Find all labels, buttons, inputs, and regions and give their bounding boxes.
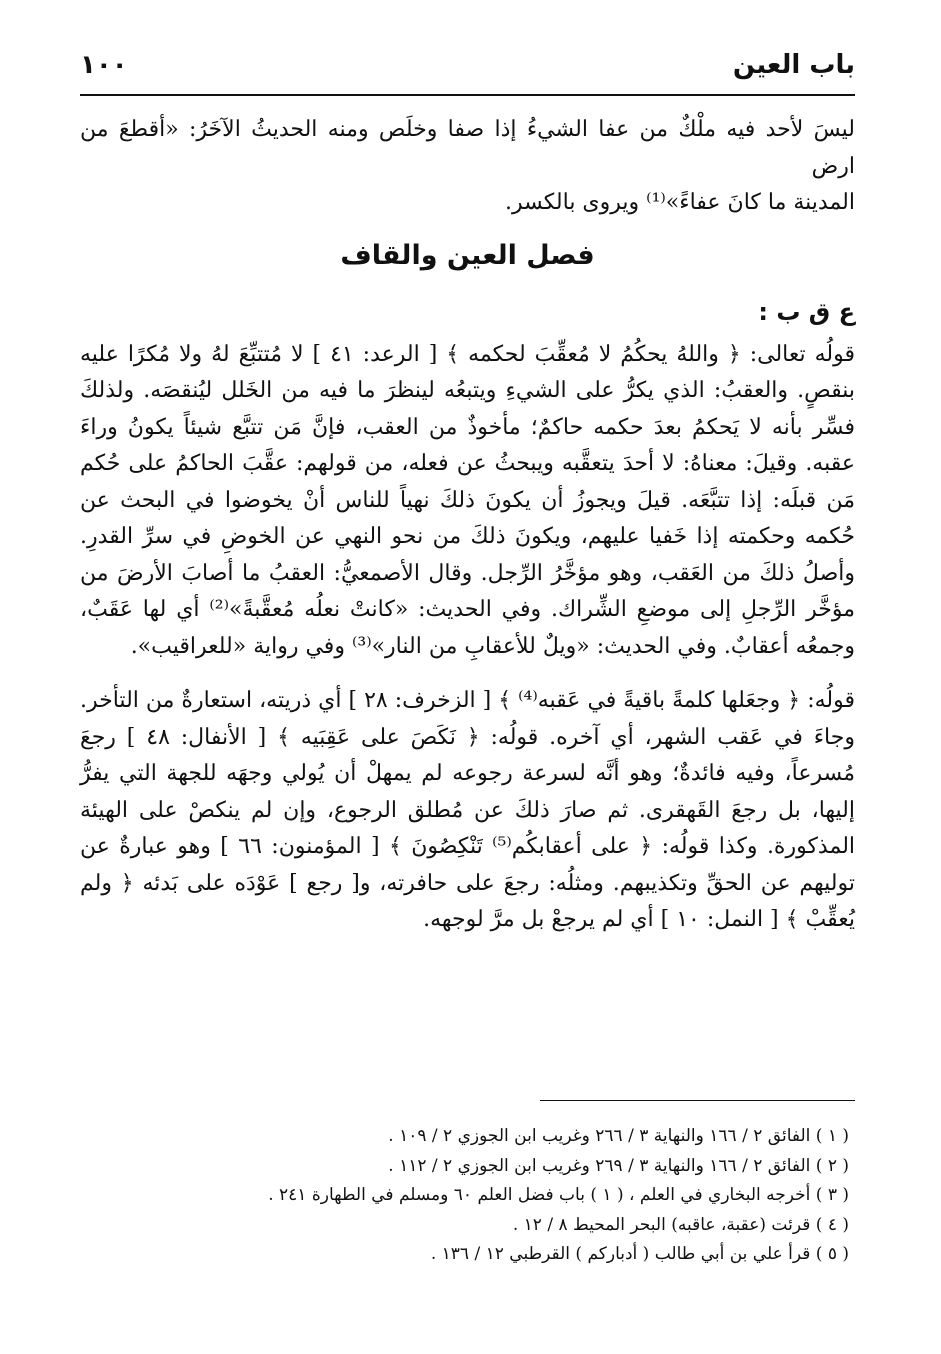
main-text [80, 112, 855, 939]
paragraph-2: قولُه: ﴿ وجعَلها كلمةً باقيةً في عَقبه⁽⁴⁾ ﴾ [ الزخرف: ٢٨ ] أي ذريته، استعارةٌ من التأخر. وجاءَ في عَقب الشهر، أي آخره. قولُه: ﴿ نَكَصَ على عَقِبَيه ﴾ [ الأنفال: ٤٨ ] رجعَ مُسرعاً، وفيه فائدةٌ؛ وهو أنَّه لسرعة رجوعه لم يمهلْ أن يُولي وجهَه للجهة التي يفرُّ إليها، بل رجعَ القَهقرى. ثم صارَ ذلكَ عن مُطلق الرجوع، وإن لم ينكصْ على الهيئة المذكورة. وكذا قولُه: ﴿ على أعقابكُم⁽⁵⁾ تَنْكِصُونَ ﴾ [ المؤمنون: ٦٦ ] وهو عبارةٌ عن توليهم عن الحقِّ وتكذيبهم. ومثلُه: رجعَ على حافرته، و[ رجع ] عَوْدَه على بَدئه ﴿ ولم يُعقِّبْ ﴾ [ النمل: ١٠ ] أي لم يرجعْ بل مرَّ لوجهه. [80, 688, 856, 932]
intro-line-2: المدينة ما كانَ عفاءً»⁽¹⁾ ويروى بالكسر. [505, 190, 855, 215]
paragraph-gap [80, 665, 855, 683]
footnote: ( ٢ ) الفائق ٢ / ١٦٦ والنهاية ٣ / ٢٦٩ وغريب ابن الجوزي ٢ / ١١٢ . [388, 1155, 849, 1176]
intro-line-1: ليسَ لأحد فيه ملْكٌ من عفا الشيءُ إذا صفا وخلَص ومنه الحديثُ الآخَرُ: «أقطعَ من ارض [80, 117, 855, 179]
footnote: ( ٥ ) قرأ علي بن أبي طالب ( أدباركم ) القرطبي ١٢ / ١٣٦ . [430, 1244, 849, 1264]
page-header [80, 40, 855, 90]
footnote: ( ١ ) الفائق ٢ / ١٦٦ والنهاية ٣ / ٢٦٦ وغريب ابن الجوزي ٢ / ١٠٩ . [388, 1126, 849, 1146]
footnote: ( ٤ ) قرئت (عقبة، عاقبه) البحر المحيط ٨ / ١٢ . [512, 1214, 849, 1235]
section-heading: فصل العين والقاف [340, 239, 595, 271]
paragraph-1: قولُه تعالى: ﴿ واللهُ يحكُمُ لا مُعقِّبَ لحكمه ﴾ [ الرعد: ٤١ ] لا مُتتبِّعَ لهُ ولا مُكرًا عليه بنقصٍ. والعقبُ: الذي يكرُّ على الشيءِ ويتبعُه لينظرَ ما فيه من الخَلل ليُنقصَه. ولذلكَ فسِّر بأنه لا يَحكمُ بعدَ حكمه حاكمٌ؛ مأخوذٌ من العقب، فإنَّ مَن تتبَّع شيئاً يكونُ وراءَ عقبه. وقيلَ: معناهُ: لا أحدَ يتعقَّبه ويبحثُ عن فعله، من قولهم: عقَّبَ الحاكمُ على حُكم مَن قبلَه: إذا تتبَّعَه. قيلَ ويجوزُ أن يكونَ ذلكَ نهياً للناس أنْ يخوضوا في البحث عن حُكمه وحكمته إذا خَفيا عليهم، ويكونَ ذلكَ من نحو النهي عن الخوضِ في سرِّ القدرِ. وأصلُ ذلكَ من العَقب، وهو مؤخَّرُ الرِّجل. وقال الأصمعيُّ: العقبُ ما أصابَ الأرضَ من مؤخَّر الرِّجلِ إلى موضعِ الشِّراك. وفي الحديث: «كانتْ نعلُه مُعقَّبةً»⁽²⁾ أي لها عَقَبٌ، وجمعُه أعقابٌ. وفي الحديث: «ويلٌ للأعقابِ من النار»⁽³⁾ وفي رواية «للعراقيب». [80, 341, 855, 659]
page-number: ١٠٠ [80, 50, 128, 80]
footnote-divider [540, 1100, 855, 1101]
header-divider [80, 94, 855, 96]
footnote: ( ٣ ) أخرجه البخاري في العلم ، ( ١ ) باب فضل العلم ٦٠ ومسلم في الطهارة ٢٤١ . [268, 1185, 849, 1205]
root-label: ع ق ب : [758, 298, 855, 326]
chapter-title: باب العين [732, 50, 855, 80]
footnotes [80, 1122, 849, 1270]
